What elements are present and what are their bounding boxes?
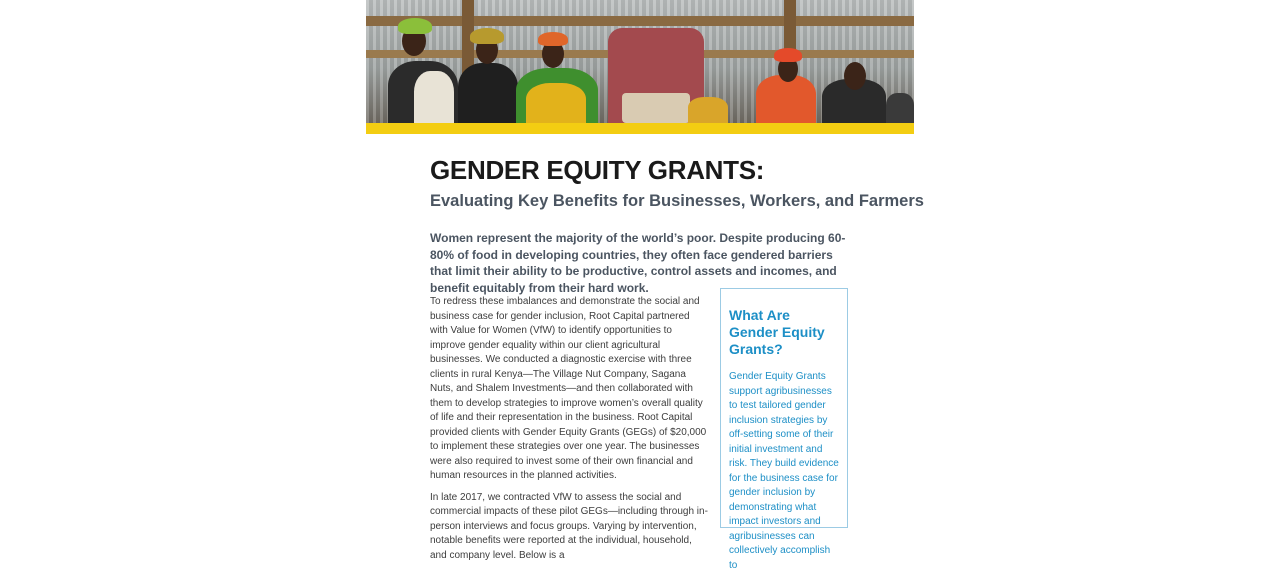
roof-beam <box>366 16 914 26</box>
shawl <box>414 71 454 123</box>
person-figure <box>688 97 728 123</box>
head-wrap <box>538 32 568 46</box>
body-paragraph: In late 2017, we contracted VfW to assess the social and commercial impacts of these pilot GEGs—including through in-person interviews and focus groups. Varying by intervention, notable benefits were reported at the individual, household, and company level. Below is a <box>430 491 708 561</box>
document-page <box>366 0 924 571</box>
lead-paragraph: Women represent the majority of the world’s poor. Despite producing 60-80% of food in developing countries, they often face gendered barriers that limit their ability to be productive, control assets and incomes, and benefit equitably from their hard work. <box>430 231 846 295</box>
person-figure <box>458 63 518 123</box>
dress-pattern <box>526 83 586 123</box>
head-wrap <box>470 28 504 44</box>
sidebar-title: What Are Gender Equity Grants? <box>729 307 825 357</box>
body-column <box>430 295 710 570</box>
page-subtitle: Evaluating Key Benefits for Businesses, Workers, and Farmers <box>430 192 924 210</box>
person-figure <box>756 75 816 123</box>
head-wrap <box>774 48 802 62</box>
page-title: GENDER EQUITY GRANTS: <box>430 155 765 185</box>
head-wrap <box>398 18 432 34</box>
trousers <box>622 93 690 123</box>
header-photo <box>366 0 914 123</box>
sidebar-text: Gender Equity Grants support agribusinesses to test tailored gender inclusion strategies by off-setting some of their initial investment and risk. They build evidence for the business case for gender inclusion by demonstrating what impact investors and agribusinesses can collectively accomplish to <box>729 371 839 571</box>
sidebar-box <box>720 288 848 571</box>
accent-band <box>366 123 914 134</box>
person-head <box>844 62 866 90</box>
person-figure <box>886 93 914 123</box>
body-paragraph: To redress these imbalances and demonstrate the social and business case for gender inclusion, Root Capital partnered with Value for Women (VfW) to identify opportunities to improve gender equality within our client agricultural businesses. We conducted a diagnostic exercise with three clients in rural Kenya—The Village Nut Company, Sagana Nuts, and Shalem Investments—and then collaborated with them to develop strategies to improve women’s overall quality of life and their representation in the business. Root Capital provided clients with Gender Equity Grants (GEGs) of $20,000 to implement these strategies over one year. The businesses were also required to invest some of their own financial and human resources in the planned activities. <box>430 296 707 481</box>
